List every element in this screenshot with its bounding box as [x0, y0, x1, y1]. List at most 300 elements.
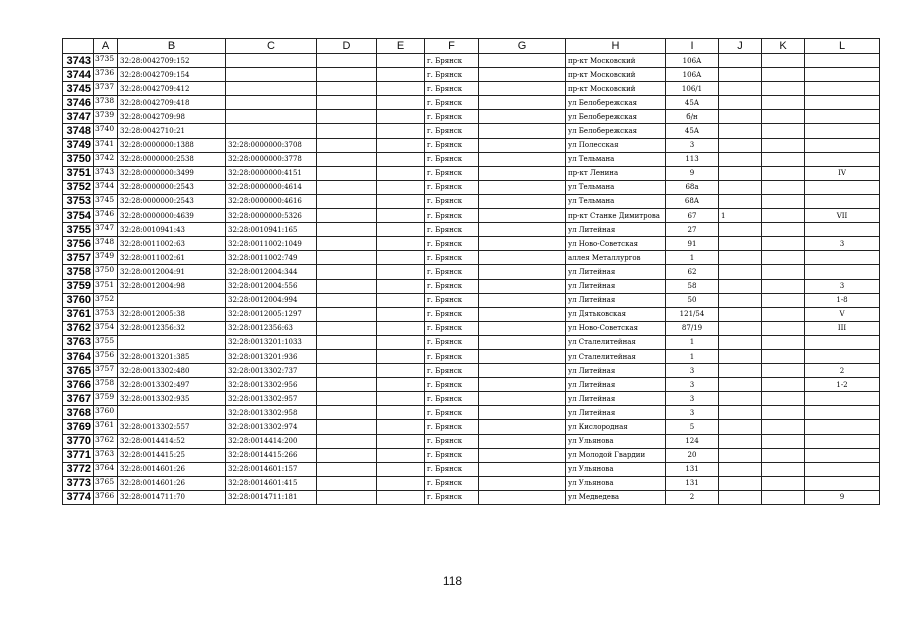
cell-a[interactable]: 3751: [94, 279, 118, 293]
row-number[interactable]: 3762: [63, 321, 94, 335]
cell-f[interactable]: г. Брянск: [425, 279, 479, 293]
cell-d[interactable]: [317, 152, 377, 166]
cell-g[interactable]: [479, 223, 566, 237]
cell-b[interactable]: 32:28:0000000:1388: [118, 138, 226, 152]
cell-d[interactable]: [317, 349, 377, 363]
cell-h[interactable]: ул Сталелитейная: [566, 349, 666, 363]
cell-b[interactable]: 32:28:0011002:63: [118, 237, 226, 251]
column-header[interactable]: H: [566, 39, 666, 54]
cell-b[interactable]: 32:28:0014601:26: [118, 462, 226, 476]
cell-e[interactable]: [377, 279, 425, 293]
cell-b[interactable]: 32:28:0012005:38: [118, 307, 226, 321]
cell-l[interactable]: [805, 335, 880, 349]
cell-k[interactable]: [762, 180, 805, 194]
column-header[interactable]: I: [666, 39, 719, 54]
cell-b[interactable]: 32:28:0042709:412: [118, 82, 226, 96]
cell-k[interactable]: [762, 237, 805, 251]
cell-h[interactable]: ул Белобережская: [566, 124, 666, 138]
cell-h[interactable]: ул Тельмана: [566, 180, 666, 194]
cell-c[interactable]: 32:28:0000000:4616: [226, 194, 317, 208]
row-number[interactable]: 3769: [63, 420, 94, 434]
cell-e[interactable]: [377, 152, 425, 166]
cell-i[interactable]: 106А: [666, 68, 719, 82]
cell-b[interactable]: 32:28:0014601:26: [118, 476, 226, 490]
cell-g[interactable]: [479, 462, 566, 476]
cell-f[interactable]: г. Брянск: [425, 392, 479, 406]
cell-e[interactable]: [377, 54, 425, 68]
cell-k[interactable]: [762, 420, 805, 434]
cell-h[interactable]: ул Литейная: [566, 392, 666, 406]
cell-a[interactable]: 3735: [94, 54, 118, 68]
cell-b[interactable]: [118, 293, 226, 307]
cell-k[interactable]: [762, 265, 805, 279]
cell-b[interactable]: 32:28:0042710:21: [118, 124, 226, 138]
cell-k[interactable]: [762, 490, 805, 504]
cell-k[interactable]: [762, 349, 805, 363]
cell-b[interactable]: 32:28:0013302:480: [118, 364, 226, 378]
cell-i[interactable]: 1: [666, 251, 719, 265]
cell-c[interactable]: [226, 96, 317, 110]
row-number[interactable]: 3743: [63, 54, 94, 68]
cell-h[interactable]: ул Медведева: [566, 490, 666, 504]
cell-c[interactable]: 32:28:0000000:3778: [226, 152, 317, 166]
cell-j[interactable]: [719, 166, 762, 180]
cell-l[interactable]: [805, 138, 880, 152]
cell-a[interactable]: 3766: [94, 490, 118, 504]
cell-j[interactable]: [719, 476, 762, 490]
cell-l[interactable]: [805, 68, 880, 82]
cell-h[interactable]: ул Ульянова: [566, 434, 666, 448]
cell-a[interactable]: 3738: [94, 96, 118, 110]
cell-f[interactable]: г. Брянск: [425, 434, 479, 448]
cell-d[interactable]: [317, 392, 377, 406]
cell-a[interactable]: 3760: [94, 406, 118, 420]
cell-i[interactable]: 9: [666, 166, 719, 180]
cell-c[interactable]: [226, 54, 317, 68]
cell-k[interactable]: [762, 321, 805, 335]
cell-e[interactable]: [377, 209, 425, 223]
cell-b[interactable]: 32:28:0000000:2538: [118, 152, 226, 166]
cell-d[interactable]: [317, 82, 377, 96]
cell-j[interactable]: [719, 223, 762, 237]
cell-c[interactable]: [226, 124, 317, 138]
cell-e[interactable]: [377, 307, 425, 321]
cell-e[interactable]: [377, 392, 425, 406]
cell-g[interactable]: [479, 406, 566, 420]
cell-d[interactable]: [317, 307, 377, 321]
cell-b[interactable]: 32:28:0042709:152: [118, 54, 226, 68]
cell-a[interactable]: 3756: [94, 349, 118, 363]
cell-d[interactable]: [317, 490, 377, 504]
cell-d[interactable]: [317, 54, 377, 68]
cell-e[interactable]: [377, 349, 425, 363]
cell-j[interactable]: [719, 237, 762, 251]
cell-d[interactable]: [317, 420, 377, 434]
cell-f[interactable]: г. Брянск: [425, 321, 479, 335]
cell-h[interactable]: аллея Металлургов: [566, 251, 666, 265]
row-number[interactable]: 3754: [63, 209, 94, 223]
cell-j[interactable]: [719, 462, 762, 476]
cell-j[interactable]: [719, 138, 762, 152]
cell-h[interactable]: ул Ульянова: [566, 476, 666, 490]
row-number[interactable]: 3753: [63, 194, 94, 208]
cell-j[interactable]: [719, 364, 762, 378]
cell-l[interactable]: [805, 194, 880, 208]
cell-e[interactable]: [377, 364, 425, 378]
cell-l[interactable]: [805, 96, 880, 110]
cell-k[interactable]: [762, 194, 805, 208]
row-number[interactable]: 3748: [63, 124, 94, 138]
cell-f[interactable]: г. Брянск: [425, 209, 479, 223]
cell-k[interactable]: [762, 378, 805, 392]
cell-c[interactable]: 32:28:0014601:415: [226, 476, 317, 490]
cell-c[interactable]: 32:28:0012004:994: [226, 293, 317, 307]
cell-d[interactable]: [317, 194, 377, 208]
cell-e[interactable]: [377, 448, 425, 462]
row-number[interactable]: 3752: [63, 180, 94, 194]
row-number[interactable]: 3767: [63, 392, 94, 406]
cell-e[interactable]: [377, 490, 425, 504]
cell-l[interactable]: [805, 251, 880, 265]
cell-i[interactable]: 106А: [666, 54, 719, 68]
row-number[interactable]: 3766: [63, 378, 94, 392]
cell-a[interactable]: 3742: [94, 152, 118, 166]
cell-k[interactable]: [762, 96, 805, 110]
cell-a[interactable]: 3764: [94, 462, 118, 476]
cell-h[interactable]: пр-кт Ленина: [566, 166, 666, 180]
cell-c[interactable]: 32:28:0012005:1297: [226, 307, 317, 321]
cell-a[interactable]: 3737: [94, 82, 118, 96]
cell-i[interactable]: 3: [666, 364, 719, 378]
cell-i[interactable]: 1: [666, 335, 719, 349]
cell-g[interactable]: [479, 293, 566, 307]
cell-l[interactable]: IV: [805, 166, 880, 180]
cell-l[interactable]: [805, 223, 880, 237]
cell-h[interactable]: ул Дятьковская: [566, 307, 666, 321]
cell-i[interactable]: 50: [666, 293, 719, 307]
cell-i[interactable]: 3: [666, 406, 719, 420]
cell-g[interactable]: [479, 209, 566, 223]
cell-j[interactable]: [719, 152, 762, 166]
cell-d[interactable]: [317, 180, 377, 194]
cell-i[interactable]: 68А: [666, 194, 719, 208]
cell-a[interactable]: 3746: [94, 209, 118, 223]
cell-c[interactable]: 32:28:0014414:200: [226, 434, 317, 448]
cell-g[interactable]: [479, 321, 566, 335]
cell-k[interactable]: [762, 448, 805, 462]
cell-a[interactable]: 3740: [94, 124, 118, 138]
cell-e[interactable]: [377, 237, 425, 251]
cell-b[interactable]: 32:28:0014414:52: [118, 434, 226, 448]
cell-c[interactable]: 32:28:0014711:181: [226, 490, 317, 504]
cell-h[interactable]: пр-кт Московский: [566, 68, 666, 82]
cell-a[interactable]: 3739: [94, 110, 118, 124]
cell-j[interactable]: [719, 335, 762, 349]
cell-c[interactable]: 32:28:0014601:157: [226, 462, 317, 476]
cell-i[interactable]: 62: [666, 265, 719, 279]
cell-c[interactable]: [226, 68, 317, 82]
cell-h[interactable]: ул Литейная: [566, 364, 666, 378]
cell-h[interactable]: ул Литейная: [566, 279, 666, 293]
cell-g[interactable]: [479, 265, 566, 279]
cell-e[interactable]: [377, 434, 425, 448]
cell-a[interactable]: 3763: [94, 448, 118, 462]
cell-d[interactable]: [317, 279, 377, 293]
cell-k[interactable]: [762, 406, 805, 420]
cell-b[interactable]: 32:28:0000000:2543: [118, 180, 226, 194]
cell-g[interactable]: [479, 307, 566, 321]
row-number[interactable]: 3755: [63, 223, 94, 237]
cell-g[interactable]: [479, 392, 566, 406]
cell-g[interactable]: [479, 476, 566, 490]
cell-g[interactable]: [479, 279, 566, 293]
cell-k[interactable]: [762, 209, 805, 223]
cell-g[interactable]: [479, 82, 566, 96]
cell-c[interactable]: 32:28:0013302:957: [226, 392, 317, 406]
cell-g[interactable]: [479, 180, 566, 194]
cell-f[interactable]: г. Брянск: [425, 265, 479, 279]
cell-b[interactable]: 32:28:0042709:98: [118, 110, 226, 124]
cell-j[interactable]: [719, 420, 762, 434]
cell-e[interactable]: [377, 293, 425, 307]
cell-j[interactable]: [719, 96, 762, 110]
cell-f[interactable]: г. Брянск: [425, 251, 479, 265]
cell-g[interactable]: [479, 349, 566, 363]
row-number[interactable]: 3773: [63, 476, 94, 490]
row-number[interactable]: 3759: [63, 279, 94, 293]
cell-c[interactable]: 32:28:0011002:749: [226, 251, 317, 265]
cell-e[interactable]: [377, 82, 425, 96]
cell-b[interactable]: [118, 406, 226, 420]
cell-a[interactable]: 3743: [94, 166, 118, 180]
cell-j[interactable]: [719, 251, 762, 265]
cell-j[interactable]: [719, 307, 762, 321]
cell-d[interactable]: [317, 434, 377, 448]
cell-i[interactable]: 131: [666, 462, 719, 476]
cell-c[interactable]: 32:28:0010941:165: [226, 223, 317, 237]
cell-d[interactable]: [317, 110, 377, 124]
cell-k[interactable]: [762, 392, 805, 406]
cell-b[interactable]: 32:28:0012004:91: [118, 265, 226, 279]
cell-k[interactable]: [762, 68, 805, 82]
cell-i[interactable]: 2: [666, 490, 719, 504]
row-number[interactable]: 3747: [63, 110, 94, 124]
cell-a[interactable]: 3755: [94, 335, 118, 349]
cell-h[interactable]: ул Литейная: [566, 406, 666, 420]
cell-i[interactable]: 106/1: [666, 82, 719, 96]
cell-j[interactable]: [719, 68, 762, 82]
cell-i[interactable]: 20: [666, 448, 719, 462]
row-number[interactable]: 3765: [63, 364, 94, 378]
cell-b[interactable]: 32:28:0013302:497: [118, 378, 226, 392]
cell-b[interactable]: 32:28:0000000:4639: [118, 209, 226, 223]
row-number[interactable]: 3758: [63, 265, 94, 279]
cell-g[interactable]: [479, 490, 566, 504]
cell-c[interactable]: 32:28:0013201:936: [226, 349, 317, 363]
cell-a[interactable]: 3759: [94, 392, 118, 406]
cell-d[interactable]: [317, 96, 377, 110]
cell-a[interactable]: 3744: [94, 180, 118, 194]
cell-i[interactable]: 3: [666, 138, 719, 152]
row-number[interactable]: 3763: [63, 335, 94, 349]
cell-e[interactable]: [377, 462, 425, 476]
cell-a[interactable]: 3754: [94, 321, 118, 335]
cell-i[interactable]: 124: [666, 434, 719, 448]
cell-j[interactable]: [719, 448, 762, 462]
cell-j[interactable]: [719, 406, 762, 420]
cell-b[interactable]: 32:28:0014711:70: [118, 490, 226, 504]
cell-e[interactable]: [377, 378, 425, 392]
column-header[interactable]: K: [762, 39, 805, 54]
cell-l[interactable]: [805, 476, 880, 490]
cell-e[interactable]: [377, 138, 425, 152]
cell-e[interactable]: [377, 321, 425, 335]
cell-h[interactable]: ул Тельмана: [566, 194, 666, 208]
row-number[interactable]: 3744: [63, 68, 94, 82]
cell-h[interactable]: ул Белобережская: [566, 96, 666, 110]
cell-a[interactable]: 3758: [94, 378, 118, 392]
cell-e[interactable]: [377, 251, 425, 265]
cell-b[interactable]: 32:28:0013302:557: [118, 420, 226, 434]
cell-f[interactable]: г. Брянск: [425, 223, 479, 237]
cell-e[interactable]: [377, 476, 425, 490]
cell-a[interactable]: 3748: [94, 237, 118, 251]
cell-k[interactable]: [762, 279, 805, 293]
cell-g[interactable]: [479, 138, 566, 152]
cell-j[interactable]: [719, 434, 762, 448]
column-header[interactable]: B: [118, 39, 226, 54]
cell-h[interactable]: пр-кт Станке Димитрова: [566, 209, 666, 223]
column-header[interactable]: [63, 39, 94, 54]
cell-b[interactable]: 32:28:0000000:2543: [118, 194, 226, 208]
cell-h[interactable]: ул Тельмана: [566, 152, 666, 166]
cell-i[interactable]: б/н: [666, 110, 719, 124]
cell-j[interactable]: [719, 194, 762, 208]
cell-e[interactable]: [377, 406, 425, 420]
cell-a[interactable]: 3736: [94, 68, 118, 82]
row-number[interactable]: 3746: [63, 96, 94, 110]
column-header[interactable]: L: [805, 39, 880, 54]
cell-a[interactable]: 3753: [94, 307, 118, 321]
cell-l[interactable]: [805, 124, 880, 138]
cell-c[interactable]: 32:28:0011002:1049: [226, 237, 317, 251]
cell-f[interactable]: г. Брянск: [425, 96, 479, 110]
cell-g[interactable]: [479, 194, 566, 208]
cell-f[interactable]: г. Брянск: [425, 293, 479, 307]
cell-i[interactable]: 45А: [666, 124, 719, 138]
cell-e[interactable]: [377, 124, 425, 138]
cell-h[interactable]: ул Литейная: [566, 223, 666, 237]
column-header[interactable]: G: [479, 39, 566, 54]
cell-h[interactable]: ул Кислородная: [566, 420, 666, 434]
cell-l[interactable]: [805, 110, 880, 124]
cell-c[interactable]: 32:28:0014415:266: [226, 448, 317, 462]
cell-b[interactable]: 32:28:0013302:935: [118, 392, 226, 406]
cell-j[interactable]: [719, 124, 762, 138]
cell-i[interactable]: 91: [666, 237, 719, 251]
cell-a[interactable]: 3752: [94, 293, 118, 307]
cell-f[interactable]: г. Брянск: [425, 138, 479, 152]
cell-k[interactable]: [762, 110, 805, 124]
cell-l[interactable]: [805, 349, 880, 363]
cell-f[interactable]: г. Брянск: [425, 180, 479, 194]
cell-h[interactable]: пр-кт Московский: [566, 82, 666, 96]
cell-k[interactable]: [762, 335, 805, 349]
cell-k[interactable]: [762, 82, 805, 96]
cell-b[interactable]: [118, 335, 226, 349]
column-header[interactable]: F: [425, 39, 479, 54]
cell-i[interactable]: 87/19: [666, 321, 719, 335]
cell-j[interactable]: [719, 293, 762, 307]
cell-d[interactable]: [317, 462, 377, 476]
cell-e[interactable]: [377, 180, 425, 194]
cell-d[interactable]: [317, 448, 377, 462]
cell-d[interactable]: [317, 364, 377, 378]
row-number[interactable]: 3774: [63, 490, 94, 504]
cell-j[interactable]: [719, 265, 762, 279]
cell-e[interactable]: [377, 110, 425, 124]
cell-c[interactable]: 32:28:0000000:5326: [226, 209, 317, 223]
cell-g[interactable]: [479, 364, 566, 378]
cell-d[interactable]: [317, 406, 377, 420]
cell-k[interactable]: [762, 166, 805, 180]
cell-f[interactable]: г. Брянск: [425, 378, 479, 392]
cell-f[interactable]: г. Брянск: [425, 448, 479, 462]
cell-j[interactable]: [719, 392, 762, 406]
cell-d[interactable]: [317, 124, 377, 138]
cell-f[interactable]: г. Брянск: [425, 166, 479, 180]
cell-i[interactable]: 1: [666, 349, 719, 363]
cell-h[interactable]: ул Ульянова: [566, 462, 666, 476]
row-number[interactable]: 3756: [63, 237, 94, 251]
cell-d[interactable]: [317, 166, 377, 180]
cell-f[interactable]: г. Брянск: [425, 307, 479, 321]
cell-c[interactable]: [226, 82, 317, 96]
cell-c[interactable]: 32:28:0000000:4151: [226, 166, 317, 180]
cell-k[interactable]: [762, 476, 805, 490]
cell-g[interactable]: [479, 420, 566, 434]
cell-f[interactable]: г. Брянск: [425, 110, 479, 124]
cell-c[interactable]: 32:28:0013302:974: [226, 420, 317, 434]
cell-l[interactable]: 1-2: [805, 378, 880, 392]
cell-l[interactable]: [805, 434, 880, 448]
cell-a[interactable]: 3761: [94, 420, 118, 434]
cell-a[interactable]: 3762: [94, 434, 118, 448]
cell-h[interactable]: ул Сталелитейная: [566, 335, 666, 349]
cell-d[interactable]: [317, 293, 377, 307]
row-number[interactable]: 3772: [63, 462, 94, 476]
cell-h[interactable]: ул Молодой Гвардии: [566, 448, 666, 462]
cell-g[interactable]: [479, 237, 566, 251]
cell-i[interactable]: 131: [666, 476, 719, 490]
cell-e[interactable]: [377, 68, 425, 82]
cell-c[interactable]: 32:28:0012004:344: [226, 265, 317, 279]
cell-d[interactable]: [317, 476, 377, 490]
row-number[interactable]: 3771: [63, 448, 94, 462]
cell-i[interactable]: 3: [666, 392, 719, 406]
cell-c[interactable]: 32:28:0012004:556: [226, 279, 317, 293]
cell-f[interactable]: г. Брянск: [425, 68, 479, 82]
cell-k[interactable]: [762, 434, 805, 448]
cell-l[interactable]: 3: [805, 279, 880, 293]
cell-l[interactable]: [805, 152, 880, 166]
cell-j[interactable]: [719, 180, 762, 194]
cell-f[interactable]: г. Брянск: [425, 420, 479, 434]
cell-i[interactable]: 3: [666, 378, 719, 392]
cell-a[interactable]: 3747: [94, 223, 118, 237]
row-number[interactable]: 3764: [63, 349, 94, 363]
cell-g[interactable]: [479, 110, 566, 124]
